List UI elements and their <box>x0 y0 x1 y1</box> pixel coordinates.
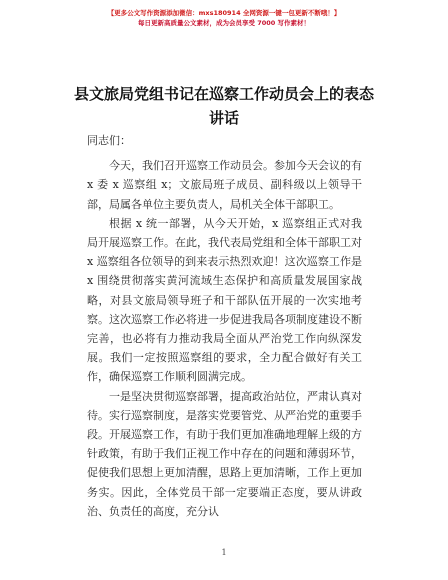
promo-banner <box>0 8 448 28</box>
promo-banner-line1: 【更多公文写作资源添加微信：mxs180914 全网资源一键一包更新不断哦！】 <box>107 9 341 17</box>
document-title-line2: 讲话 <box>208 109 239 127</box>
greeting: 同志们： <box>87 134 131 147</box>
paragraph-1: 今天，我们召开巡察工作动员会。参加今天会议的有 x 委 x 巡察组 x；文旅局班子成员、副科级以上领导干部，局属各单位主要负责人，局机关全体干部职工。 <box>87 159 362 211</box>
promo-banner-line2: 每日更新高质量公文素材，成为会员享受 7000 写作素材！ <box>137 19 311 27</box>
page-number: 1 <box>221 548 227 557</box>
document-title <box>40 82 408 130</box>
document-body <box>87 131 362 521</box>
paragraph-3: 一是坚决贯彻巡察部署，提高政治站位，严肃认真对待。实行巡察制度，是落实党要管党、从严治党的重要手段。开展巡察工作，有助于我们更加准确地理解上级的方针政策，有助于我们正视工作中存在的问题和薄弱环节，促使我们思想上更加清醒，思路上更加清晰，工作上更加务实。因此，全体党员干部一定要端正态度，要从讲政治、负责任的高度，充分认 <box>87 389 362 518</box>
document-title-line1: 县文旅局党组书记在巡察工作动员会上的表态 <box>73 85 374 103</box>
paragraph-2: 根据 x 统一部署，从今天开始，x 巡察组正式对我局开展巡察工作。在此，我代表局党组和全体干部职工对 x 巡察组各位领导的到来表示热烈欢迎！这次巡察工作是 x 围绕贯彻落实黄河流域生态保护和高质量发展国家战略，对县文旅局领导班子和干部队伍开展的一次实地考察。这次巡察工作必将进一步促进我局各项制度建设不断完善，也必将有力推动我局全面从严治党工作向纵深发展。我们一定按照巡察组的要求，全力配合做好有关工作，确保巡察工作顺利圆满完成。 <box>87 216 362 384</box>
